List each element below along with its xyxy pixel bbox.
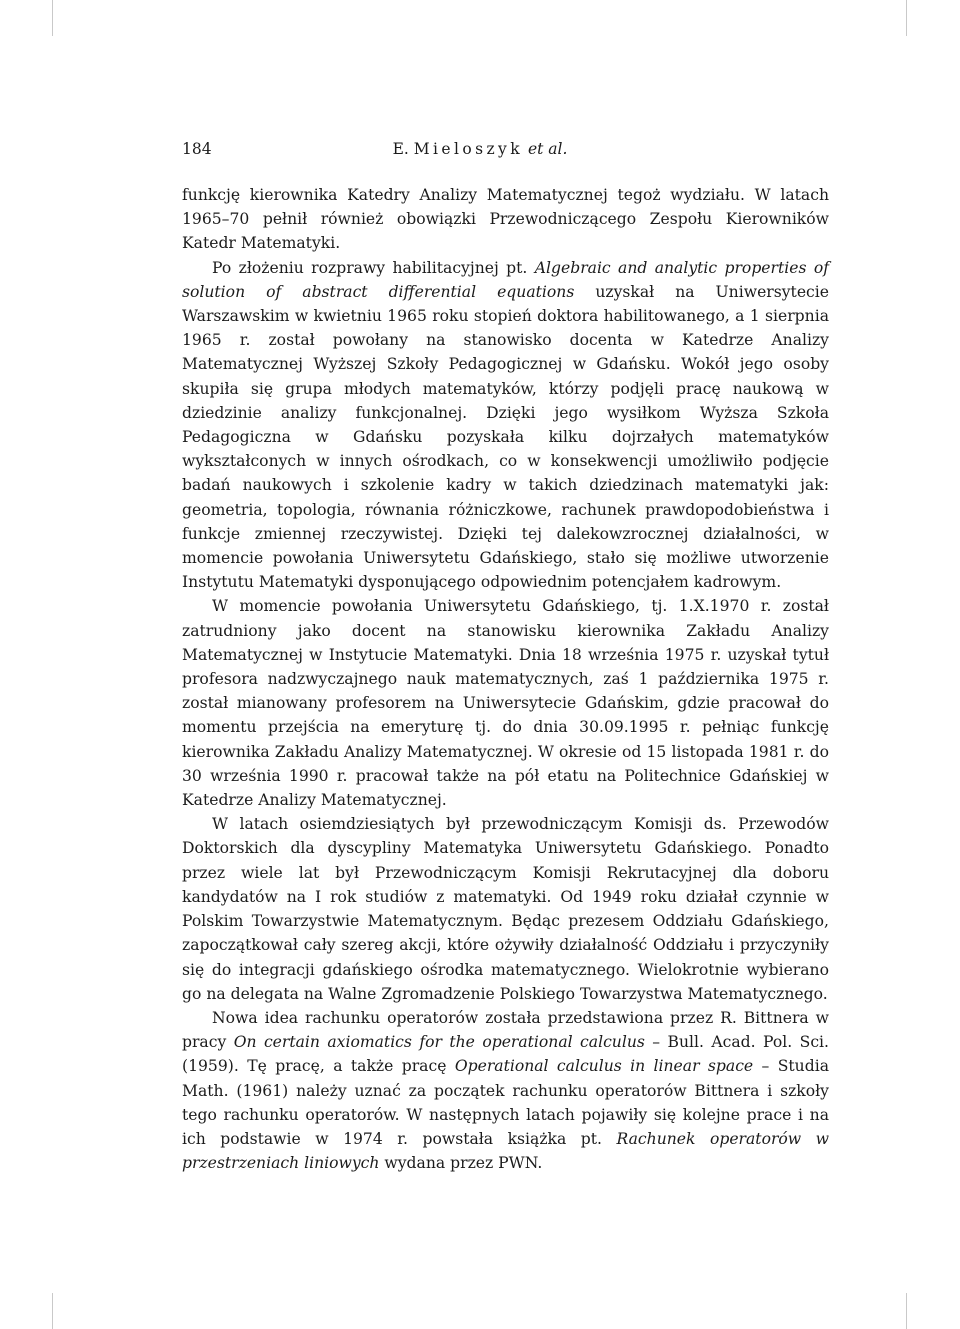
page-number: 184 bbox=[182, 140, 212, 158]
text-run: wydana przez PWN. bbox=[379, 1154, 543, 1173]
italic-title: On certain axiomatics for the operational calculus bbox=[233, 1033, 645, 1052]
crop-mark bbox=[52, 0, 53, 36]
paragraph bbox=[182, 594, 829, 812]
text-run: W momencie powołania Uniwersytetu Gdańskiego, tj. 1.X.1970 r. został zatrudniony jako docent na stanowisku kierownika Zakładu Analizy Matematycznej w Instytucie Matematyki. Dnia 18 września 1975 r. uzyskał tytuł profesora nadzwyczajnego nauk matematycznych, zaś 1 października 1975 r. został mianowany profesorem na Uniwersytecie Gdańskim, gdzie pracował do momentu przejścia na emeryturę tj. do dnia 30.09.1995 r. pełniąc funkcję kierownika Zakładu Analizy Matematycznej. W okresie od 15 listopada 1981 r. do 30 września 1990 r. pracował także na pół etatu na Politechnice Gdańskiej w Katedrze Analizy Matematycznej. bbox=[182, 597, 829, 810]
body-text bbox=[182, 183, 829, 1175]
italic-title: Rachunek operatorów w przestrzeniach liniowych bbox=[182, 1129, 829, 1173]
crop-mark bbox=[906, 0, 907, 36]
paragraph bbox=[182, 256, 829, 595]
italic-title: Operational calculus in linear space bbox=[454, 1057, 754, 1076]
text-run: W latach osiemdziesiątych był przewodniczącym Komisji ds. Przewodów Doktorskich dla dyscypliny Matematyka Uniwersytetu Gdańskiego. Ponadto przez wiele lat był Przewodniczącym Komisji Rekrutacyjnej dla doboru kandydatów na I rok studiów z matematyki. Od 1949 roku działał czynnie w Polskim Towarzystwie Matematycznym. Będąc prezesem Oddziału Gdańskiego, zapoczątkował cały szereg akcji, które ożywiły działalność Oddziału i przyczyniły się do integracji gdańskiego ośrodka matematycznego. Wielokrotnie wybierano go na delegata na Walne Zgromadzenie Polskiego Towarzystwa Matematycznego. bbox=[182, 815, 829, 1003]
paragraph bbox=[182, 812, 829, 1006]
paragraph bbox=[182, 1006, 829, 1175]
text-run: uzyskał na Uniwersytecie Warszawskim w kwietniu 1965 roku stopień doktora habilitowanego, a 1 sierpnia 1965 r. został powołany na stanowisko docenta w Katedrze Analizy Matematycznej Wyższej Szkoły Pedagogicznej w Gdańsku. Wokół jego osoby skupiła się grupa młodych matematyków, którzy podjęli pracę naukową w dziedzinie analizy funkcjonalnej. Dzięki jego wysiłkom Wyższa Szkoła Pedagogiczna w Gdańsku pozyskała kilku dojrzałych matematyków wykształconych w innych ośrodkach, co w konsekwencji umożliwiło podjęcie badań naukowych i szkolenie kadry w takich dziedzinach matematyki jak: geometria, topologia, równania różniczkowe, rachunek prawdopodobieństwa i funkcje zmiennej rzeczywistej. Dzięki tej dalekowzrocznej działalności, w momencie powołania Uniwersytetu Gdańskiego, stało się możliwe utworzenie Instytutu Matematyki dysponującego odpowiednim potencjałem kadrowym. bbox=[182, 282, 830, 592]
et-al: et al. bbox=[527, 140, 568, 158]
author-initial: E. bbox=[392, 140, 409, 158]
italic-title: Algebraic and analytic properties of solution of abstract differential equations bbox=[182, 258, 829, 301]
running-head-authors bbox=[182, 140, 778, 158]
paragraph bbox=[182, 183, 829, 256]
author-surname: Mieloszyk bbox=[413, 140, 524, 158]
crop-mark bbox=[52, 1293, 53, 1329]
text-run: Nowa idea rachunku operatorów została przedstawiona przez R. Bittnera w pracy bbox=[182, 1008, 829, 1052]
text-run: – Bull. Acad. Pol. Sci. (1959). Tę pracę, a także pracę bbox=[182, 1033, 829, 1076]
text-run: funkcję kierownika Katedry Analizy Matematycznej tegoż wydziału. W latach 1965–70 pełnił również obowiązki Przewodniczącego Zespołu Kierowników Katedr Matematyki. bbox=[182, 186, 829, 253]
running-header bbox=[182, 140, 778, 162]
text-run: – Studia Math. (1961) należy uznać za początek rachunku operatorów Bittnera i szkoły tego rachunku operatorów. W następnych latach pojawiły się kolejne prace i na ich podstawie w 1974 r. powstała książka pt. bbox=[182, 1057, 829, 1148]
text-run: Po złożeniu rozprawy habilitacyjnej pt. bbox=[212, 258, 535, 277]
crop-mark bbox=[906, 1293, 907, 1329]
